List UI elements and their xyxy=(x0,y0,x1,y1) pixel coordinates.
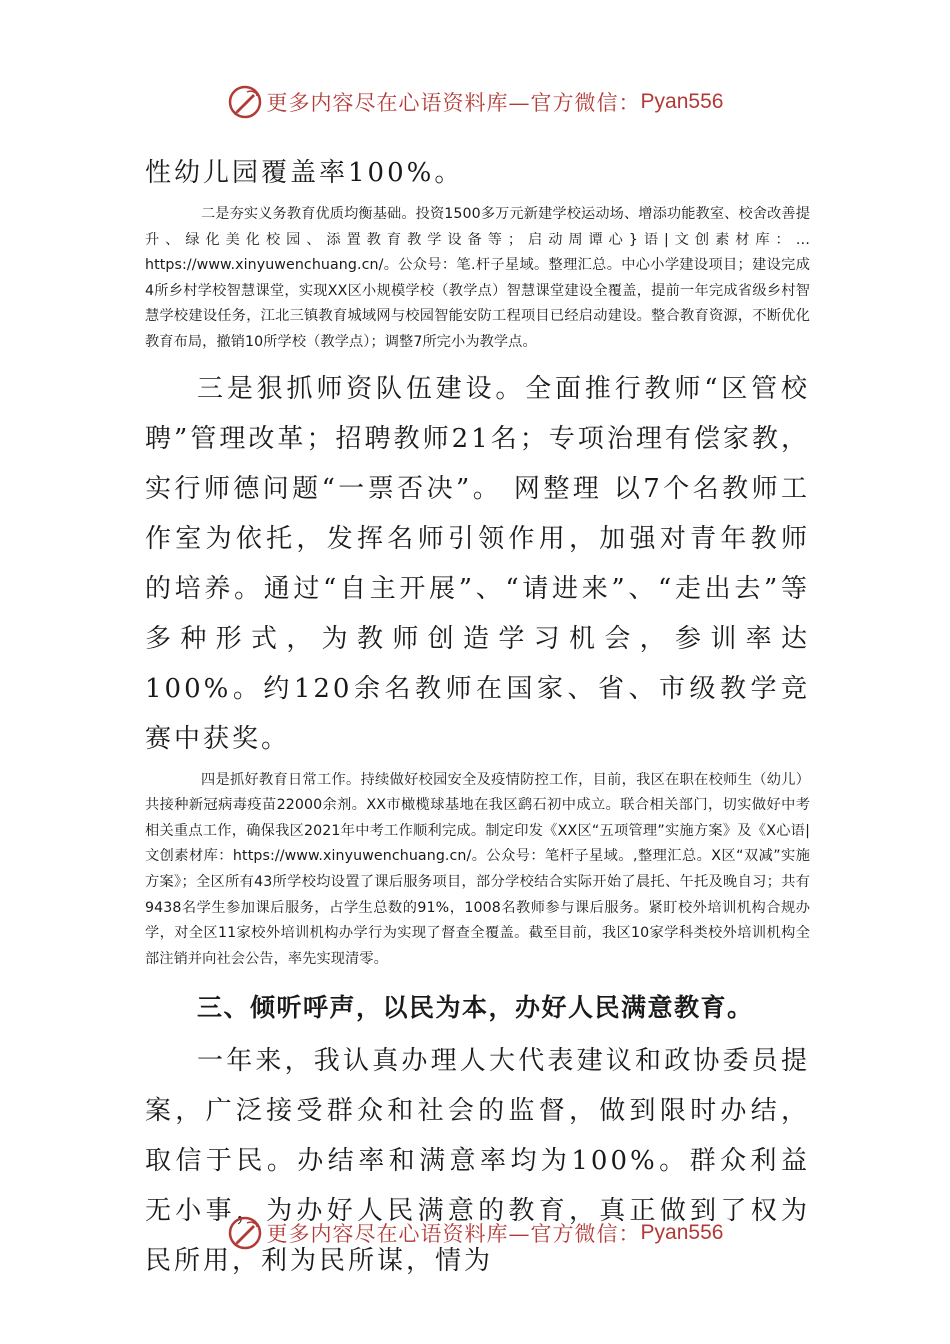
quill-logo-icon xyxy=(227,1215,263,1251)
document-body xyxy=(145,148,810,1286)
quill-logo-icon xyxy=(227,84,263,120)
banner-text: 更多内容尽在心语资料库—官方微信： xyxy=(266,1222,641,1246)
footer-banner xyxy=(0,1213,950,1253)
paragraph-daily-work: 四是抓好教育日常工作。持续做好校园安全及疫情防控工作，目前，我区在职在校师生（幼儿）共接种新冠病毒疫苗22000余剂。XX市橄榄球基地在我区鹞石初中成立。联合相关部门，切实做好中考相关重点工作，确保我区2021年中考工作顺利完成。制定印发《XX区“五项管理”实施方案》及《X心语|文创素材库：https://www.xinyuwenchuang.cn/。公众号：笔杆子星域。,整理汇总。X区“双减”实施方案》；全区所有43所学校均设置了课后服务项目，部分学校结合实际开始了晨托、午托及晚自习；共有9438名学生参加课后服务，占学生总数的91%，1008名教师参与课后服务。紧盯校外培训机构合规办学，对全区11家校外培训机构办学行为实现了督查全覆盖。截至目前，我区10家学科类校外培训机构全部注销并向社会公告，率先实现清零。 xyxy=(145,771,810,967)
wechat-id: Pyan556 xyxy=(640,1221,724,1244)
section-heading: 三、倾听呼声，以民为本，办好人民满意教育。 xyxy=(197,993,754,1023)
wechat-id: Pyan556 xyxy=(640,90,724,113)
paragraph-teacher-team: 三是狠抓师资队伍建设。全面推行教师“区管校聘”管理改革；招聘教师21名；专项治理有偿家教，实行师德问题“一票否决”。 网整理 以7个名教师工作室为依托，发挥名师引领作用，加强对青年教师的培养。通过“自主开展”、“请进来”、“走出去”等多种形式，为教师创造学习机会，参训率达100%。约120余名教师在国家、省、市级教学竞赛中获奖。 xyxy=(145,373,810,754)
paragraph-continuation: 性幼儿园覆盖率100%。 xyxy=(145,158,464,188)
paragraph-public-satisfaction: 一年来，我认真办理人大代表建议和政协委员提案，广泛接受群众和社会的监督，做到限时办结，取信于民。办结率和满意率均为100%。群众利益无小事，为办好人民满意的教育，真正做到了权为民所用，利为民所谋，情为 xyxy=(145,1046,810,1277)
banner-text: 更多内容尽在心语资料库—官方微信： xyxy=(266,91,641,115)
paragraph-compulsory-education: 二是夯实义务教育优质均衡基础。投资1500多万元新建学校运动场、增添功能教室、校舍改善提升、绿化美化校园、添置教育教学设备等；启动周谭心}语|文创素材库：…https://www.xinyuwenchuang.cn/。公众号：笔.杆子星域。整理汇总。中心小学建设项目；建设完成4所乡村学校智慧课堂，实现XX区小规模学校（教学点）智慧课堂建设全覆盖，提前一年完成省级乡村智慧学校建设任务，江北三镇教育城域网与校园智能安防工程项目已经启动建设。整合教育资源，不断优化教育布局，撤销10所学校（教学点）；调整7所完小为教学点。 xyxy=(145,206,810,350)
header-banner xyxy=(0,82,950,122)
